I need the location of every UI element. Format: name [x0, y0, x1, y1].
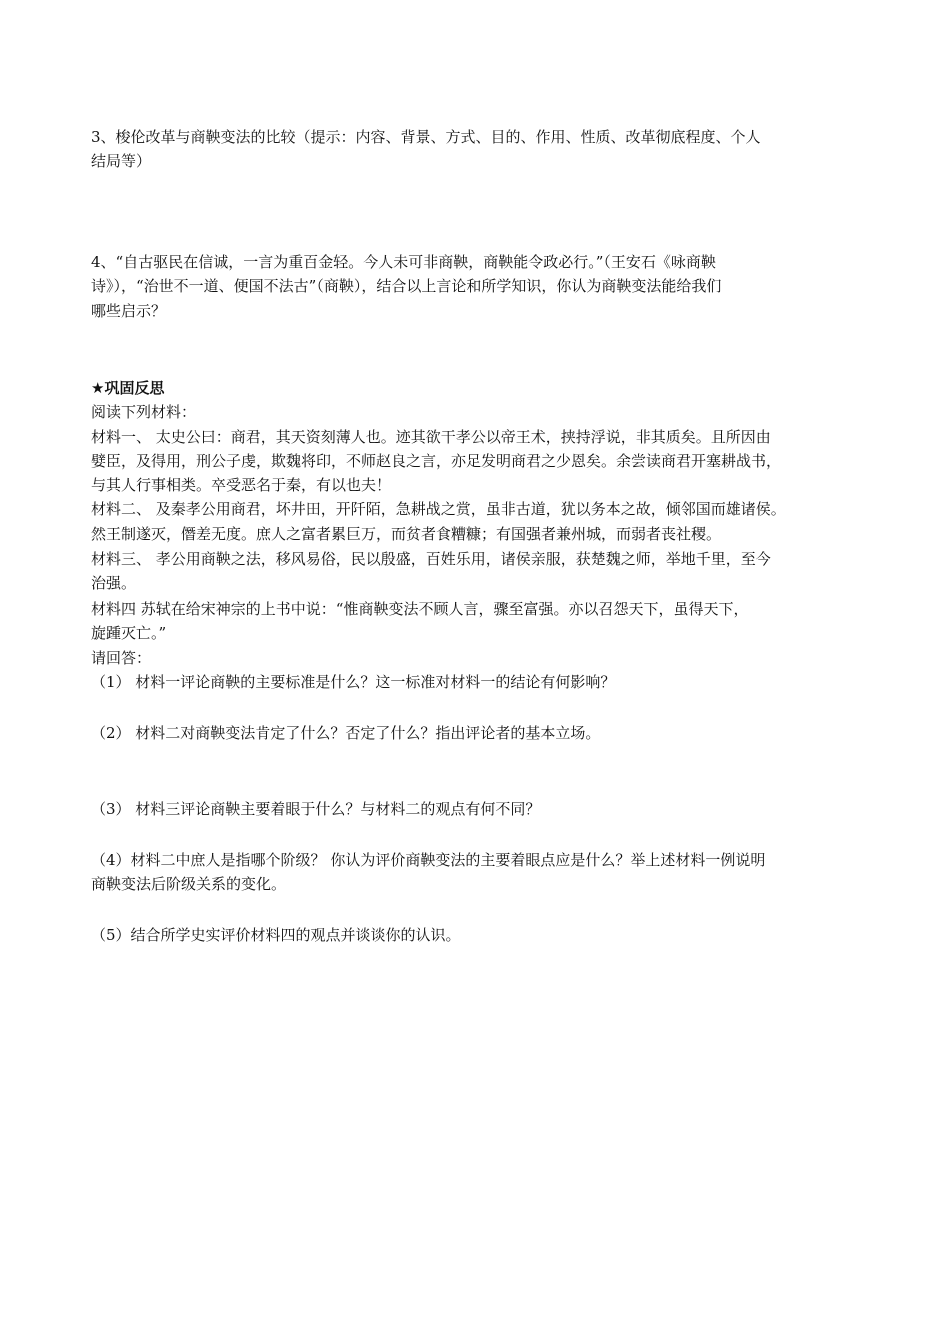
material-4-line-2: 旋踵灭亡。” — [91, 624, 167, 642]
section-intro: 阅读下列材料： — [91, 403, 197, 421]
answer-prompt: 请回答： — [91, 649, 152, 667]
sub-question-3: （3） 材料三评论商鞅主要着眼于什么？与材料二的观点有何不同？ — [91, 800, 541, 818]
sub-question-2: （2） 材料二对商鞅变法肯定了什么？否定了什么？指出评论者的基本立场。 — [91, 724, 601, 742]
question-4-line-1: 4、“自古驱民在信诚，一言为重百金轻。今人未可非商鞅，商鞅能令政必行。”（王安石《咏商鞅 — [91, 253, 716, 271]
material-3-line-1: 材料三、 孝公用商鞅之法，移风易俗，民以殷盛，百姓乐用，诸侯亲服，获楚魏之师，举地千里，至今 — [91, 550, 771, 568]
question-3-line-1: 3、梭伦改革与商鞅变法的比较（提示：内容、背景、方式、目的、作用、性质、改革彻底程度、个人 — [91, 128, 761, 146]
material-1-line-1: 材料一、 太史公曰：商君，其天资刻薄人也。迹其欲干孝公以帝王术，挟持浮说，非其质矣。且所因由 — [91, 428, 771, 446]
material-1-line-2: 嬖臣，及得用，刑公子虔，欺魏将印，不师赵良之言，亦足发明商君之少恩矣。余尝读商君开塞耕战书， — [91, 452, 782, 470]
sub-question-4-line-1: （4）材料二中庶人是指哪个阶级？ 你认为评价商鞅变法的主要着眼点应是什么？举上述材料一例说明 — [91, 851, 766, 869]
material-4-line-1: 材料四 苏轼在给宋神宗的上书中说：“惟商鞅变法不顾人言，骤至富强。亦以召怨天下，虽得天下， — [91, 600, 749, 618]
sub-question-4-line-2: 商鞅变法后阶级关系的变化。 — [91, 875, 287, 893]
sub-question-1: （1） 材料一评论商鞅的主要标准是什么？这一标准对材料一的结论有何影响？ — [91, 673, 616, 691]
material-3-line-2: 治强。 — [91, 574, 137, 592]
question-3-line-2: 结局等） — [91, 152, 152, 170]
sub-question-5: （5）结合所学史实评价材料四的观点并谈谈你的认识。 — [91, 926, 461, 944]
question-4-line-3: 哪些启示？ — [91, 302, 167, 320]
question-4-line-2: 诗》），“治世不一道、便国不法古”（商鞅），结合以上言论和所学知识，你认为商鞅变法能给我们 — [91, 277, 722, 295]
material-2-line-1: 材料二、 及秦孝公用商君，坏井田，开阡陌，急耕战之赏，虽非古道，犹以务本之故，倾邻国而雄诸侯。 — [91, 500, 786, 518]
material-2-line-2: 然王制遂灭，僭差无度。庶人之富者累巨万，而贫者食糟糠；有国强者兼州城，而弱者丧社稷。 — [91, 525, 722, 543]
section-heading: ★巩固反思 — [91, 379, 165, 397]
material-1-line-3: 与其人行事相类。卒受恶名于秦，有以也夫！ — [91, 476, 392, 494]
